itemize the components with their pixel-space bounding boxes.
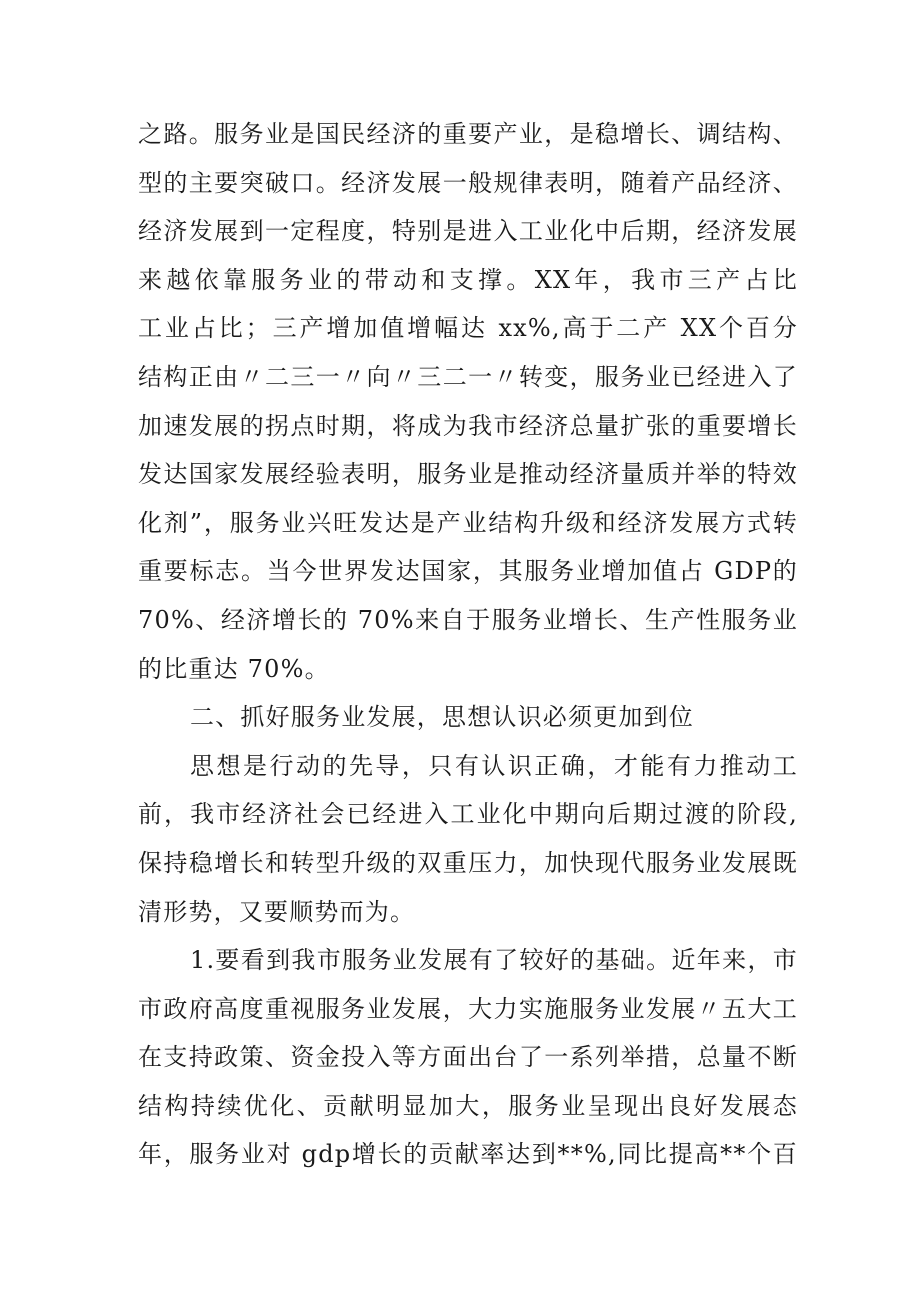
text-line: 经济发展到一定程度，特别是进入工业化中后期，经济发展: [138, 217, 798, 246]
paragraph-thinking-guidance: [138, 742, 798, 936]
text-line: 工业占比；三产增加值增幅达 xx%,高于二产 XX个百分: [138, 314, 798, 343]
text-line: 化剂”，服务业兴旺发达是产业结构升级和经济发展方式转: [138, 508, 798, 537]
text-line: 结构正由〃二三一〃向〃三二一〃转变，服务业已经进入了: [138, 362, 798, 391]
text-line: 在支持政策、资金投入等方面出台了一系列举措，总量不断: [138, 1043, 798, 1072]
text-line: 1.要看到我市服务业发展有了较好的基础。近年来，市: [190, 946, 798, 975]
text-line: 思想是行动的先导，只有认识正确，才能有力推动工: [190, 751, 798, 780]
text-line: 的比重达 70%。: [138, 654, 330, 683]
text-line: 清形势，又要顺势而为。: [138, 897, 416, 926]
text-line: 加速发展的拐点时期，将成为我市经济总量扩张的重要增长: [138, 411, 798, 440]
text-line: 之路。服务业是国民经济的重要产业，是稳增长、调结构、: [138, 120, 798, 148]
document-body: [138, 110, 798, 1179]
paragraph-service-industry-role: [138, 110, 798, 693]
text-line: 保持稳增长和转型升级的双重压力，加快现代服务业发展既: [138, 848, 798, 877]
text-line: 结构持续优化、贡献明显加大，服务业呈现出良好发展态: [138, 1091, 798, 1120]
paragraph-foundation: [138, 936, 798, 1179]
text-line: 型的主要突破口。经济发展一般规律表明，随着产品经济、: [138, 168, 798, 197]
text-line: 来越依靠服务业的带动和支撑。XX年，我市三产占比: [138, 265, 798, 294]
text-line: 重要标志。当今世界发达国家，其服务业增加值占 GDP的: [138, 557, 798, 586]
text-line: 发达国家发展经验表明，服务业是推动经济量质并举的特效: [138, 460, 798, 489]
text-line: 年，服务业对 gdp增长的贡献率达到**%,同比提高**个百: [138, 1140, 798, 1169]
text-line: 70%、经济增长的 70%来自于服务业增长、生产性服务业: [138, 605, 798, 634]
text-line: 市政府高度重视服务业发展，大力实施服务业发展〃五大工: [138, 994, 798, 1023]
section-heading: 二、抓好服务业发展，思想认识必须更加到位: [190, 703, 694, 732]
text-line: 前，我市经济社会已经进入工业化中期向后期过渡的阶段,: [138, 800, 798, 829]
